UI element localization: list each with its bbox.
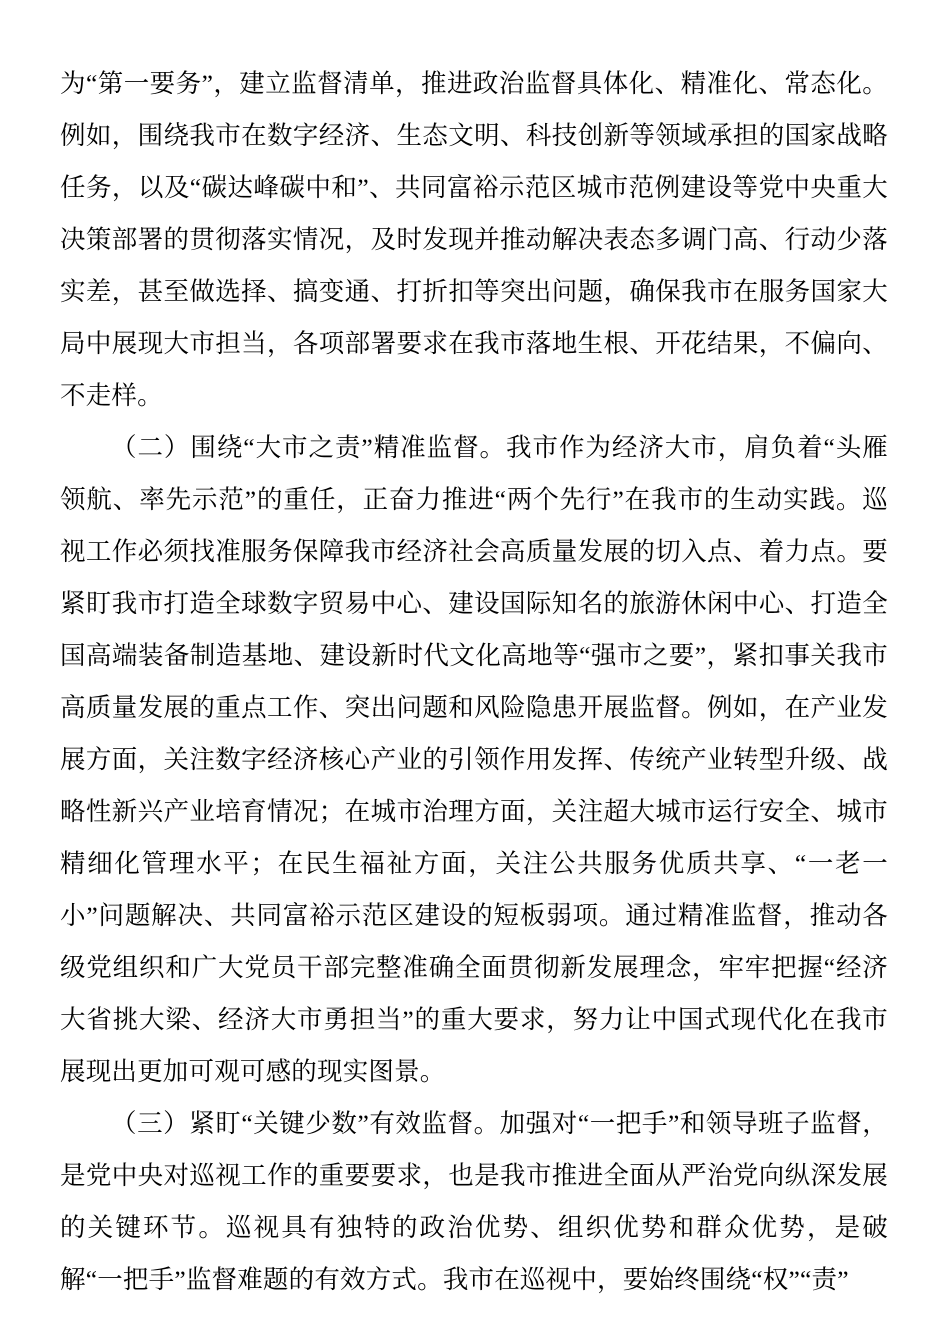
paragraph-continued: 为“第一要务”，建立监督清单，推进政治监督具体化、精准化、常态化。例如，围绕我市在数字经济、生态文明、科技创新等领域承担的国家战略任务，以及“碳达峰碳中和”、共同富裕示范区城市范例建设等党中央重大决策部署的贯彻落实情况，及时发现并推动解决表态多调门高、行动少落实差，甚至做选择、搞变通、打折扣等突出问题，确保我市在服务国家大局中展现大市担当，各项部署要求在我市落地生根、开花结果，不偏向、不走样。 bbox=[60, 69, 888, 410]
document-body bbox=[60, 58, 888, 1306]
paragraph-section-three: （三）紧盯“关键少数”有效监督。加强对“一把手”和领导班子监督，是党中央对巡视工作的重要要求，也是我市推进全面从严治党向纵深发展的关键环节。巡视具有独特的政治优势、组织优势和群众优势，是破解“一把手”监督难题的有效方式。我市在巡视中，要始终围绕“权”“责” bbox=[60, 1109, 888, 1294]
paragraph-section-two: （二）围绕“大市之责”精准监督。我市作为经济大市，肩负着“头雁领航、率先示范”的重任，正奋力推进“两个先行”在我市的生动实践。巡视工作必须找准服务保障我市经济社会高质量发展的切入点、着力点。要紧盯我市打造全球数字贸易中心、建设国际知名的旅游休闲中心、打造全国高端装备制造基地、建设新时代文化高地等“强市之要”，紧扣事关我市高质量发展的重点工作、突出问题和风险隐患开展监督。例如，在产业发展方面，关注数字经济核心产业的引领作用发挥、传统产业转型升级、战略性新兴产业培育情况；在城市治理方面，关注超大城市运行安全、城市精细化管理水平；在民生福祉方面，关注公共服务优质共享、“一老一小”问题解决、共同富裕示范区建设的短板弱项。通过精准监督，推动各级党组织和广大党员干部完整准确全面贯彻新发展理念，牢牢把握“经济大省挑大梁、经济大市勇担当”的重大要求，努力让中国式现代化在我市展现出更加可观可感的现实图景。 bbox=[60, 433, 888, 1086]
